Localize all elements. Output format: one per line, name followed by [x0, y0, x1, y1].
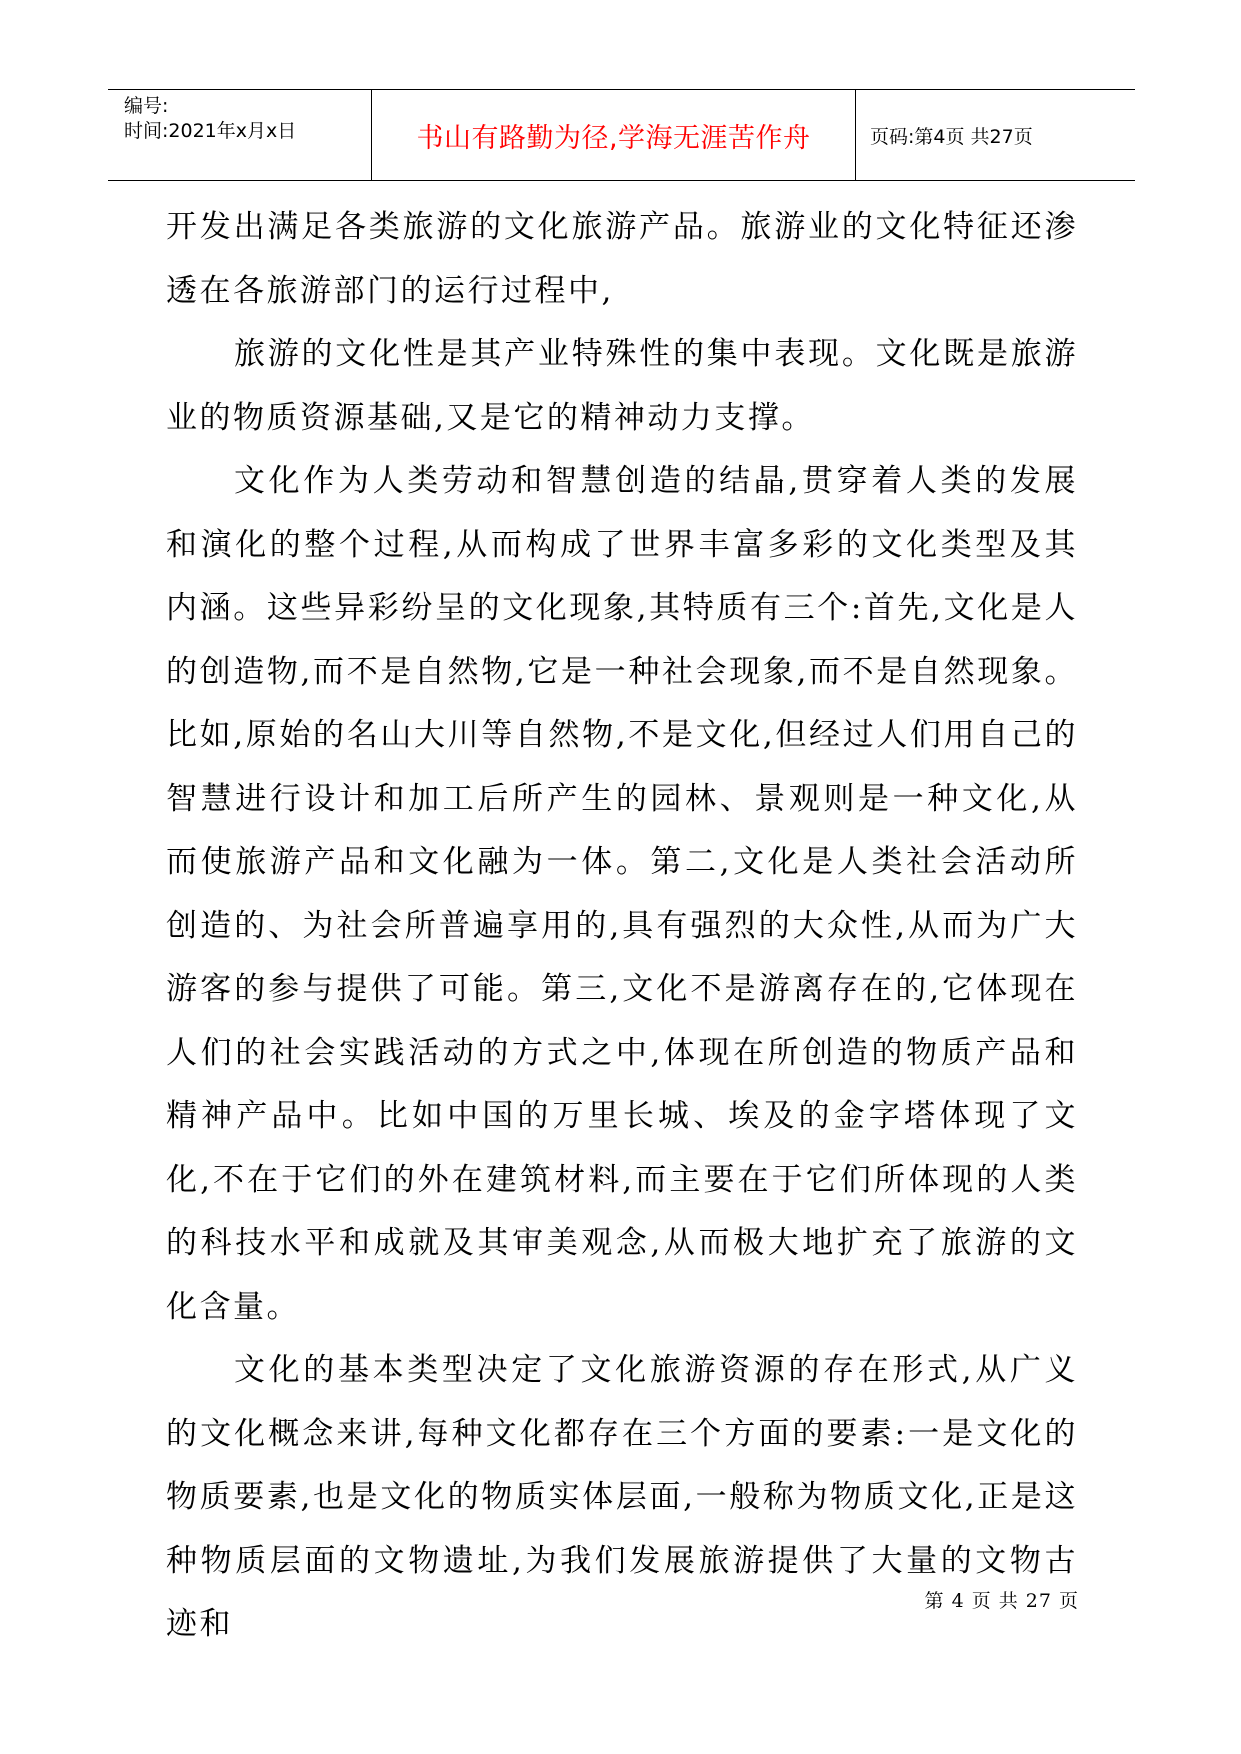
header-page-code: 页码:第4页 共27页	[870, 125, 1033, 148]
paragraph: 旅游的文化性是其产业特殊性的集中表现。文化既是旅游业的物质资源基础,又是它的精神动力支撑。	[166, 336, 1078, 436]
header-motto-cell	[372, 90, 856, 180]
header-motto: 书山有路勤为径,学海无涯苦作舟	[416, 122, 811, 154]
footer-page-number: 第 4 页 共 27 页	[924, 1590, 1079, 1612]
header-page-cell	[856, 90, 1135, 180]
paragraph: 开发出满足各类旅游的文化旅游产品。旅游业的文化特征还渗透在各旅游部门的运行过程中,	[166, 209, 1078, 309]
page-footer	[925, 1586, 1079, 1613]
document-body	[166, 196, 1078, 1657]
page-header	[108, 89, 1135, 181]
paragraph: 文化作为人类劳动和智慧创造的结晶,贯穿着人类的发展和演化的整个过程,从而构成了世界丰富多彩的文化类型及其内涵。这些异彩纷呈的文化现象,其特质有三个:首先,文化是人的创造物,而不是自然物,它是一种社会现象,而不是自然现象。比如,原始的名山大川等自然物,不是文化,但经过人们用自己的智慧进行设计和加工后所产生的园林、景观则是一种文化,从而使旅游产品和文化融为一体。第二,文化是人类社会活动所创造的、为社会所普遍享用的,具有强烈的大众性,从而为广大游客的参与提供了可能。第三,文化不是游离存在的,它体现在人们的社会实践活动的方式之中,体现在所创造的物质产品和精神产品中。比如中国的万里长城、埃及的金字塔体现了文化,不在于它们的外在建筑材料,而主要在于它们所体现的人类的科技水平和成就及其审美观念,从而极大地扩充了旅游的文化含量。	[166, 463, 1078, 1325]
serial-label: 编号:	[124, 95, 169, 117]
header-meta-cell	[108, 90, 372, 180]
paragraph: 文化的基本类型决定了文化旅游资源的存在形式,从广义的文化概念来讲,每种文化都存在三个方面的要素:一是文化的物质要素,也是文化的物质实体层面,一般称为物质文化,正是这种物质层面的文物遗址,为我们发展旅游提供了大量的文物古迹和	[166, 1352, 1078, 1642]
time-label: 时间:2021年x月x日	[124, 120, 297, 142]
